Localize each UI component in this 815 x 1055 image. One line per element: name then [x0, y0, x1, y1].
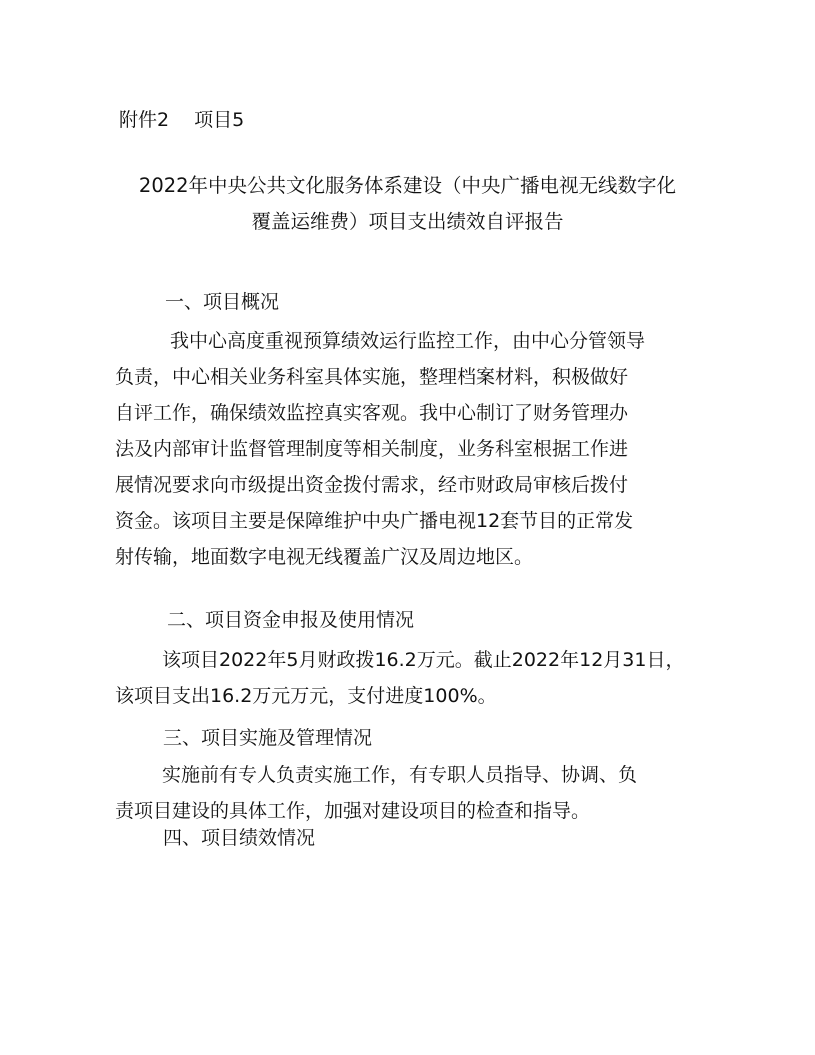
- paragraph-line: 法及内部审计监督管理制度等相关制度，业务科室根据工作进: [115, 438, 629, 460]
- paragraph-line: 该项目支出16.2万元万元，支付进度100%。: [115, 685, 497, 707]
- paragraph-line: 射传输，地面数字电视无线覆盖广汉及周边地区。: [115, 546, 534, 568]
- report-title-line: 覆盖运维费）项目支出绩效自评报告: [251, 210, 564, 233]
- paragraph-line: 实施前有专人负责实施工作，有专职人员指导、协调、负: [162, 764, 638, 786]
- section-heading-performance: 四、项目绩效情况: [163, 827, 316, 849]
- paragraph-line: 负责，中心相关业务科室具体实施，整理档案材料，积极做好: [115, 366, 629, 388]
- paragraph-line: 我中心高度重视预算绩效运行监控工作，由中心分管领导: [170, 330, 646, 352]
- paragraph-line: 责项目建设的具体工作，加强对建设项目的检查和指导。: [115, 800, 591, 822]
- section-body-implementation: [115, 757, 697, 829]
- paragraph-line: 资金。该项目主要是保障维护中央广播电视12套节目的正常发: [115, 510, 634, 532]
- section-heading-overview: 一、项目概况: [165, 291, 280, 313]
- report-title-line: 2022年中央公共文化服务体系建设（中央广播电视无线数字化: [138, 174, 677, 197]
- section-heading-implementation: 三、项目实施及管理情况: [163, 727, 373, 749]
- section-body-funding: [115, 642, 697, 714]
- paragraph-line: 展情况要求向市级提出资金拨付需求，经市财政局审核后拨付: [115, 474, 629, 496]
- section-body-overview: [115, 323, 697, 575]
- section-heading-funding: 二、项目资金申报及使用情况: [167, 609, 415, 631]
- report-title: [100, 168, 715, 240]
- paragraph-line: 该项目2022年5月财政拨16.2万元。截止2022年12月31日，: [162, 649, 685, 671]
- attachment-label: 附件2 项目5: [119, 109, 245, 131]
- paragraph-line: 自评工作，确保绩效监控真实客观。我中心制订了财务管理办: [115, 402, 629, 424]
